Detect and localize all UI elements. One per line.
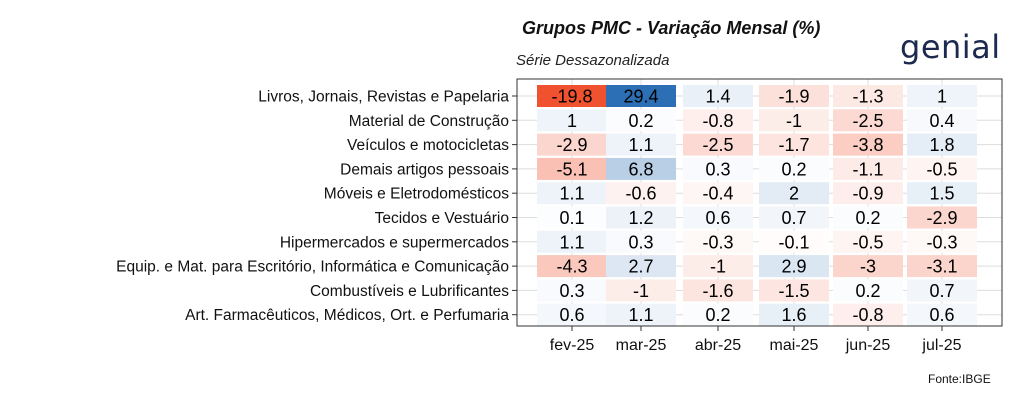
cell-value-label: -2.5	[702, 135, 734, 156]
cell-value-label: -1.6	[702, 280, 734, 301]
cell-value-label: 0.2	[855, 280, 881, 301]
cell-value-label: -0.3	[926, 232, 958, 253]
cell-value-label: 1.1	[559, 232, 585, 253]
source-note: Fonte:IBGE	[928, 372, 991, 386]
cell-value-label: 0.3	[705, 159, 731, 180]
cell-value-label: 1	[936, 86, 948, 107]
cell-value-label: -0.8	[852, 305, 884, 326]
cell-value-label: 1.2	[628, 208, 654, 228]
cell-value-label: 1.1	[559, 183, 585, 204]
y-tick-label: Material de Construção	[348, 112, 509, 130]
cell-value-label: -5.1	[556, 159, 588, 180]
cell-value-label: 1.1	[628, 135, 654, 156]
cell-value-label: -0.5	[852, 232, 884, 253]
chart-title: Grupos PMC - Variação Mensal (%)	[522, 18, 821, 38]
y-tick-label: Combustíveis e Lubrificantes	[309, 282, 509, 300]
cell-value-label: 29.4	[623, 86, 659, 107]
cell-value-label: -0.3	[702, 232, 734, 253]
cell-value-label: 1.4	[705, 86, 731, 107]
y-tick-label: Hipermercados e supermercados	[279, 234, 509, 252]
cell-value-label: -0.1	[778, 232, 810, 253]
y-tick-label: Veículos e motocicletas	[347, 137, 509, 155]
cell-value-label: -1.1	[852, 159, 884, 180]
cell-value-label: -19.8	[551, 86, 593, 107]
cell-value-label: 2.7	[628, 256, 654, 277]
cell-value-label: 0.2	[855, 208, 881, 228]
y-tick-label: Móveis e Eletrodomésticos	[323, 185, 509, 203]
x-tick-label: jun-25	[845, 337, 891, 354]
cell-value-label: 2.9	[781, 256, 807, 277]
cell-value-label: 0.2	[628, 110, 654, 131]
cell-value-label: 0.4	[929, 110, 955, 131]
x-tick-label: mar-25	[615, 337, 667, 354]
x-tick-label: mai-25	[769, 337, 819, 354]
cell-value-label: -1.5	[778, 280, 810, 301]
y-tick-label: Tecidos e Vestuário	[374, 210, 509, 227]
cell-value-label: -1	[632, 280, 650, 301]
y-tick-label: Demais artigos pessoais	[340, 161, 509, 179]
cell-value-label: -2.9	[926, 208, 958, 228]
cell-value-label: 1.8	[929, 135, 955, 156]
cell-value-label: 0.7	[781, 208, 807, 228]
cell-value-label: -2.9	[556, 135, 588, 156]
cell-value-label: -3.8	[852, 135, 884, 156]
cell-value-label: 0.3	[628, 232, 654, 253]
cell-value-label: -2.5	[852, 110, 884, 131]
cell-value-label: -1.9	[778, 86, 810, 107]
cell-value-label: -3.1	[926, 256, 958, 277]
cell-value-label: -1.3	[852, 86, 884, 107]
cell-value-label: -1	[709, 256, 727, 277]
cell-value-label: 2	[788, 183, 800, 204]
cell-value-label: 0.3	[559, 280, 585, 301]
cell-value-label: 1.1	[628, 305, 654, 326]
cell-value-label: 0.6	[705, 208, 731, 228]
cell-value-label: -4.3	[556, 256, 588, 277]
brand-logo: genial	[900, 28, 1001, 66]
y-tick-label: Equip. e Mat. para Escritório, Informática e Comunicação	[116, 258, 509, 276]
cell-value-label: 6.8	[628, 159, 654, 180]
cell-value-label: 1.5	[929, 183, 955, 204]
x-tick-label: abr-25	[694, 337, 742, 354]
chart-subtitle: Série Dessazonalizada	[516, 52, 670, 69]
cell-value-label: -1	[785, 110, 803, 131]
cell-value-label: 0.2	[705, 305, 731, 326]
cell-value-label: -0.9	[852, 183, 884, 204]
cell-value-label: 0.7	[929, 280, 955, 301]
cell-value-label: 0.2	[781, 159, 807, 180]
x-tick-label: jul-25	[922, 337, 962, 354]
cell-value-label: 0.6	[929, 305, 955, 326]
cell-value-label: 1	[566, 110, 578, 131]
y-tick-label: Art. Farmacêuticos, Médicos, Ort. e Perfumaria	[185, 307, 509, 325]
cell-value-label: -3	[859, 256, 877, 277]
cell-value-label: 1.6	[781, 305, 807, 326]
x-tick-label: fev-25	[549, 337, 595, 354]
cell-value-label: -0.8	[702, 110, 734, 131]
cell-value-label: -0.6	[625, 183, 657, 204]
cell-value-label: -1.7	[778, 135, 810, 156]
cell-value-label: 0.1	[559, 208, 585, 228]
cell-value-label: 0.6	[559, 305, 585, 326]
y-tick-label: Livros, Jornais, Revistas e Papelaria	[258, 88, 509, 106]
cell-value-label: -0.5	[926, 159, 958, 180]
cell-value-label: -0.4	[702, 183, 734, 204]
